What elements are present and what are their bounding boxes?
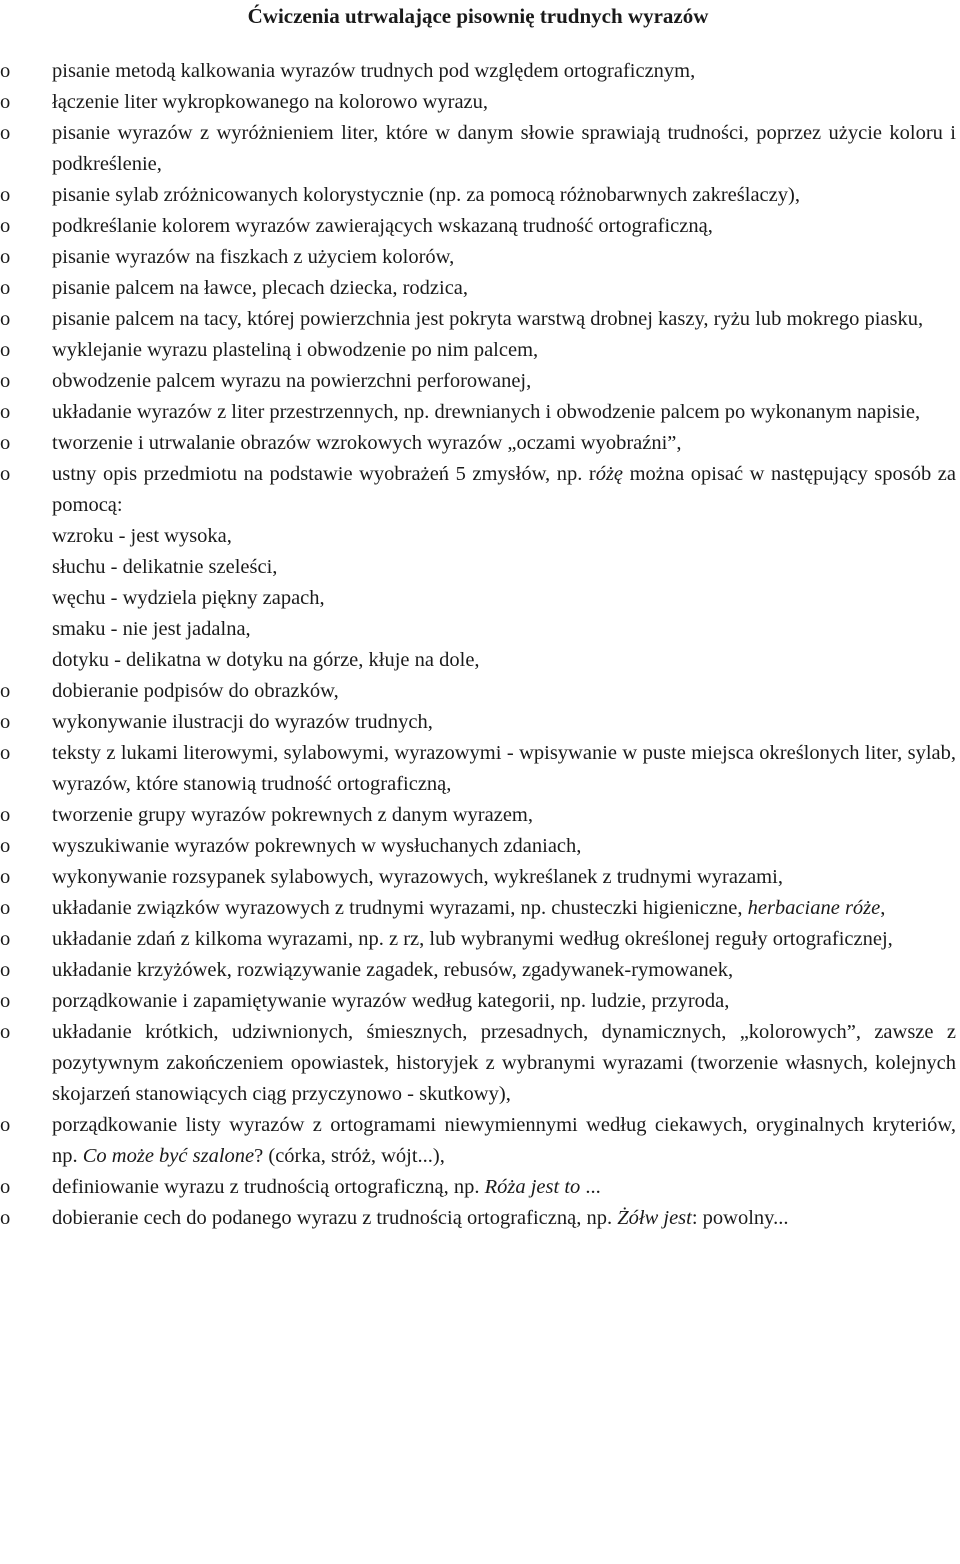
list-item [0, 800, 956, 831]
list-item-text: można opisać w następujący sposób za pomocą: [52, 463, 956, 516]
sense-line: węchu - wydziela piękny zapach, [52, 587, 325, 609]
bullet-icon: o [0, 804, 11, 826]
list-item-text: łączenie liter wykropkowanego na kolorowo wyrazu, [52, 91, 489, 113]
list-item [0, 1203, 956, 1234]
bullet-icon: o [0, 184, 11, 206]
bullet-icon: o [0, 277, 11, 299]
bullet-icon: o [0, 711, 11, 733]
list-item-text: pisanie wyrazów z wyróżnieniem liter, które w danym słowie sprawiają trudności, poprzez użycie koloru i podkreślenie, [52, 122, 956, 175]
bullet-icon: o [0, 1176, 11, 1198]
list-item [0, 87, 956, 118]
bullet-icon: o [0, 1114, 11, 1136]
list-item [0, 738, 956, 800]
list-item-text: teksty z lukami literowymi, sylabowymi, wyrazowymi - wpisywanie w puste miejsca określonych liter, sylab, wyrazów, które stanowią trudność ortograficzną, [52, 742, 956, 795]
list-item-text: dobieranie cech do podanego wyrazu z trudnością ortograficzną, np. [52, 1207, 618, 1229]
list-item [0, 211, 956, 242]
list-item-text: tworzenie i utrwalanie obrazów wzrokowych wyrazów „oczami wyobraźni”, [52, 432, 682, 454]
bullet-icon: o [0, 959, 11, 981]
list-item [0, 676, 956, 707]
list-item [0, 366, 956, 397]
list-item-text: wyszukiwanie wyrazów pokrewnych w wysłuchanych zdaniach, [52, 835, 582, 857]
bullet-icon: o [0, 215, 11, 237]
list-item [0, 304, 956, 335]
bullet-icon: o [0, 680, 11, 702]
list-item-text: pisanie palcem na tacy, której powierzchnia jest pokryta warstwą drobnej kaszy, ryżu lub mokrego piasku, [52, 308, 924, 330]
list-item-italic: Róża jest to [484, 1176, 581, 1198]
bullet-icon: o [0, 897, 11, 919]
list-item-text: pisanie metodą kalkowania wyrazów trudnych pod względem ortograficznym, [52, 60, 696, 82]
bullet-icon: o [0, 1021, 11, 1043]
list-item-text: obwodzenie palcem wyrazu na powierzchni perforowanej, [52, 370, 532, 392]
list-item [0, 459, 956, 676]
bullet-icon: o [0, 1207, 11, 1229]
list-item [0, 955, 956, 986]
exercise-list [0, 56, 956, 1234]
list-item-text: wykonywanie ilustracji do wyrazów trudnych, [52, 711, 433, 733]
list-item-italic: Żółw jest [617, 1207, 692, 1229]
list-item-italic: Co może być szalone [82, 1145, 255, 1167]
list-item [0, 986, 956, 1017]
list-item [0, 831, 956, 862]
list-item [0, 335, 956, 366]
list-item-text: definiowanie wyrazu z trudnością ortograficzną, np. [52, 1176, 485, 1198]
bullet-icon: o [0, 122, 11, 144]
list-item-text: pisanie palcem na ławce, plecach dziecka, rodzica, [52, 277, 469, 299]
list-item-text: ? (córka, stróż, wójt...), [254, 1145, 445, 1167]
list-item-text: wyklejanie wyrazu plasteliną i obwodzenie po nim palcem, [52, 339, 539, 361]
sense-line: smaku - nie jest jadalna, [52, 618, 251, 640]
list-item-text: układanie zdań z kilkoma wyrazami, np. z rz, lub wybranymi według określonej reguły ortograficznej, [52, 928, 893, 950]
list-item-text: układanie krzyżówek, rozwiązywanie zagadek, rebusów, zgadywanek-rymowanek, [52, 959, 734, 981]
bullet-icon: o [0, 60, 11, 82]
bullet-icon: o [0, 742, 11, 764]
bullet-icon: o [0, 246, 11, 268]
sense-line: wzroku - jest wysoka, [52, 525, 232, 547]
list-item-text: układanie wyrazów z liter przestrzennych, np. drewnianych i obwodzenie palcem po wykonanym napisie, [52, 401, 921, 423]
list-item [0, 397, 956, 428]
list-item-italic: óżę [595, 463, 624, 485]
bullet-icon: o [0, 339, 11, 361]
bullet-icon: o [0, 370, 11, 392]
list-item-text: podkreślanie kolorem wyrazów zawierających wskazaną trudność ortograficzną, [52, 215, 713, 237]
bullet-icon: o [0, 401, 11, 423]
list-item-text: ... [580, 1176, 601, 1198]
list-item-text: porządkowanie listy wyrazów z ortogramami niewymiennymi według ciekawych, oryginalnych kryteriów, np. [52, 1114, 956, 1167]
list-item [0, 118, 956, 180]
bullet-icon: o [0, 990, 11, 1012]
list-item [0, 924, 956, 955]
list-item-text: tworzenie grupy wyrazów pokrewnych z danym wyrazem, [52, 804, 533, 826]
list-item-text: układanie krótkich, udziwnionych, śmiesznych, przesadnych, dynamicznych, „kolorowych”, zawsze z pozytywnym zakończeniem opowiastek, historyjek z wybranymi wyrazami (tworzenie własnych, kolejnych skojarzeń stanowiących ciąg przyczynowo - skutkowy), [52, 1021, 956, 1105]
list-item-text: , [880, 897, 886, 919]
list-item [0, 862, 956, 893]
list-item-text: : powolny... [691, 1207, 789, 1229]
list-item-text: ustny opis przedmiotu na podstawie wyobrażeń 5 zmysłów, np. r [52, 463, 596, 485]
list-item [0, 707, 956, 738]
list-item [0, 242, 956, 273]
bullet-icon: o [0, 91, 11, 113]
list-item [0, 893, 956, 924]
list-item-text: pisanie wyrazów na fiszkach z użyciem kolorów, [52, 246, 455, 268]
list-item [0, 1017, 956, 1110]
list-item [0, 180, 956, 211]
list-item [0, 1110, 956, 1172]
bullet-icon: o [0, 835, 11, 857]
list-item-text: pisanie sylab zróżnicowanych kolorystycznie (np. za pomocą różnobarwnych zakreślaczy), [52, 184, 800, 206]
list-item [0, 1172, 956, 1203]
bullet-icon: o [0, 308, 11, 330]
list-item [0, 273, 956, 304]
list-item-text: dobieranie podpisów do obrazków, [52, 680, 339, 702]
list-item [0, 428, 956, 459]
list-item-italic: herbaciane róże [747, 897, 881, 919]
page-title: Ćwiczenia utrwalające pisownię trudnych wyrazów [247, 4, 709, 28]
bullet-icon: o [0, 432, 11, 454]
list-item [0, 56, 956, 87]
sense-line: słuchu - delikatnie szeleści, [52, 556, 278, 578]
bullet-icon: o [0, 928, 11, 950]
list-item-text: porządkowanie i zapamiętywanie wyrazów według kategorii, np. ludzie, przyroda, [52, 990, 730, 1012]
list-item-text: układanie związków wyrazowych z trudnymi wyrazami, np. chusteczki higieniczne, [52, 897, 748, 919]
list-item-text: wykonywanie rozsypanek sylabowych, wyrazowych, wykreślanek z trudnymi wyrazami, [52, 866, 783, 888]
bullet-icon: o [0, 463, 11, 485]
sense-line: dotyku - delikatna w dotyku na górze, kłuje na dole, [52, 649, 480, 671]
bullet-icon: o [0, 866, 11, 888]
